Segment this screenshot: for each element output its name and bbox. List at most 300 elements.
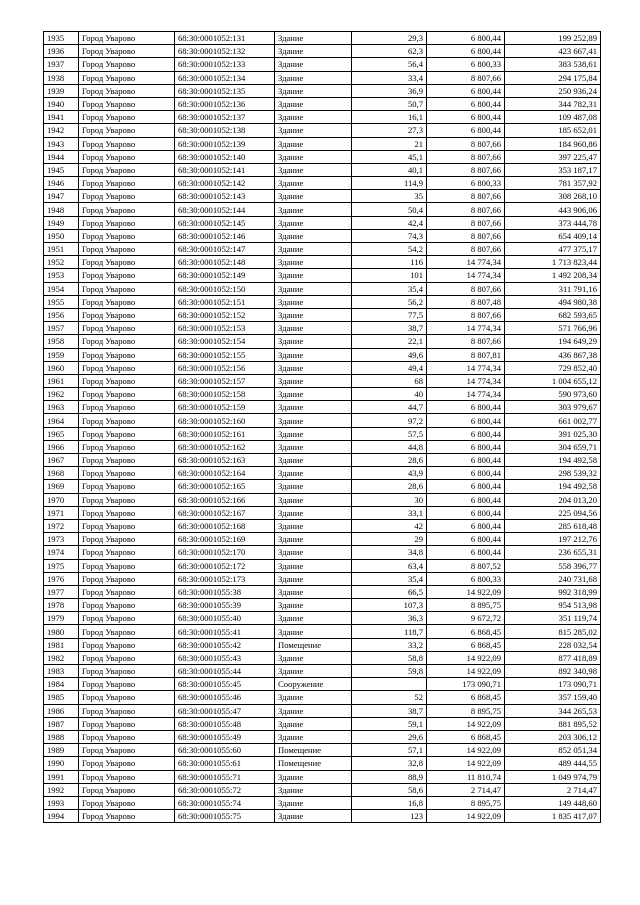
table-row [44, 295, 601, 308]
cadastral-number-cell: 68:30:0001052:161 [175, 427, 275, 440]
area-cell: 44,7 [352, 401, 427, 414]
unit-value-cell: 6 800,44 [427, 546, 505, 559]
object-type-cell: Здание [275, 691, 352, 704]
row-number-cell: 1954 [44, 282, 79, 295]
table-row [44, 84, 601, 97]
unit-value-cell: 8 807,66 [427, 150, 505, 163]
cadastral-value-cell: 661 002,77 [505, 414, 601, 427]
unit-value-cell: 14 922,09 [427, 810, 505, 823]
cadastral-number-cell: 68:30:0001052:136 [175, 97, 275, 110]
area-cell: 29,3 [352, 32, 427, 45]
unit-value-cell: 8 895,75 [427, 796, 505, 809]
object-type-cell: Помещение [275, 638, 352, 651]
unit-value-cell: 8 807,66 [427, 203, 505, 216]
cadastral-value-cell: 436 867,38 [505, 348, 601, 361]
object-type-cell: Здание [275, 335, 352, 348]
municipality-cell: Город Уварово [79, 361, 175, 374]
row-number-cell: 1981 [44, 638, 79, 651]
area-cell: 77,5 [352, 308, 427, 321]
municipality-cell: Город Уварово [79, 796, 175, 809]
object-type-cell: Здание [275, 58, 352, 71]
unit-value-cell: 9 672,72 [427, 612, 505, 625]
table-row [44, 216, 601, 229]
row-number-cell: 1991 [44, 770, 79, 783]
municipality-cell: Город Уварово [79, 348, 175, 361]
municipality-cell: Город Уварово [79, 559, 175, 572]
cadastral-value-cell: 852 051,34 [505, 744, 601, 757]
municipality-cell: Город Уварово [79, 401, 175, 414]
cadastral-value-cell: 373 444,78 [505, 216, 601, 229]
row-number-cell: 1966 [44, 440, 79, 453]
cadastral-value-cell: 477 375,17 [505, 243, 601, 256]
object-type-cell: Здание [275, 374, 352, 387]
area-cell: 74,3 [352, 229, 427, 242]
cadastral-number-cell: 68:30:0001052:152 [175, 308, 275, 321]
object-type-cell: Здание [275, 796, 352, 809]
unit-value-cell: 14 774,34 [427, 322, 505, 335]
cadastral-number-cell: 68:30:0001052:162 [175, 440, 275, 453]
row-number-cell: 1979 [44, 612, 79, 625]
municipality-cell: Город Уварово [79, 414, 175, 427]
cadastral-number-cell: 68:30:0001052:163 [175, 454, 275, 467]
municipality-cell: Город Уварово [79, 519, 175, 532]
unit-value-cell: 8 807,48 [427, 295, 505, 308]
cadastral-value-cell: 194 492,58 [505, 454, 601, 467]
unit-value-cell: 173 090,71 [427, 678, 505, 691]
municipality-cell: Город Уварово [79, 374, 175, 387]
area-cell: 56,4 [352, 58, 427, 71]
unit-value-cell: 8 807,66 [427, 243, 505, 256]
cadastral-value-cell: 1 004 655,12 [505, 374, 601, 387]
cadastral-number-cell: 68:30:0001055:48 [175, 717, 275, 730]
table-row [44, 796, 601, 809]
cadastral-number-cell: 68:30:0001052:132 [175, 45, 275, 58]
municipality-cell: Город Уварово [79, 256, 175, 269]
area-cell: 35,4 [352, 282, 427, 295]
cadastral-number-cell: 68:30:0001052:142 [175, 177, 275, 190]
table-row [44, 599, 601, 612]
cadastral-value-cell: 203 306,12 [505, 730, 601, 743]
object-type-cell: Здание [275, 493, 352, 506]
table-row [44, 691, 601, 704]
object-type-cell: Здание [275, 625, 352, 638]
area-cell: 38,7 [352, 322, 427, 335]
municipality-cell: Город Уварово [79, 388, 175, 401]
cadastral-number-cell: 68:30:0001052:164 [175, 467, 275, 480]
area-cell: 16,1 [352, 111, 427, 124]
unit-value-cell: 6 800,44 [427, 506, 505, 519]
area-cell: 49,6 [352, 348, 427, 361]
cadastral-value-cell: 353 187,17 [505, 163, 601, 176]
cadastral-value-cell: 311 791,16 [505, 282, 601, 295]
object-type-cell: Здание [275, 612, 352, 625]
row-number-cell: 1967 [44, 454, 79, 467]
object-type-cell: Здание [275, 216, 352, 229]
row-number-cell: 1984 [44, 678, 79, 691]
area-cell: 123 [352, 810, 427, 823]
cadastral-number-cell: 68:30:0001055:39 [175, 599, 275, 612]
area-cell: 21 [352, 137, 427, 150]
unit-value-cell: 8 807,66 [427, 71, 505, 84]
object-type-cell: Здание [275, 770, 352, 783]
cadastral-number-cell: 68:30:0001052:169 [175, 533, 275, 546]
cadastral-value-cell: 285 618,48 [505, 519, 601, 532]
object-type-cell: Здание [275, 454, 352, 467]
row-number-cell: 1972 [44, 519, 79, 532]
unit-value-cell: 14 922,09 [427, 757, 505, 770]
area-cell: 29,6 [352, 730, 427, 743]
cadastral-number-cell: 68:30:0001055:40 [175, 612, 275, 625]
table-row [44, 546, 601, 559]
object-type-cell: Здание [275, 717, 352, 730]
table-row [44, 414, 601, 427]
cadastral-value-cell: 892 340,98 [505, 665, 601, 678]
cadastral-value-cell: 1 492 208,34 [505, 269, 601, 282]
unit-value-cell: 6 800,44 [427, 480, 505, 493]
unit-value-cell: 6 868,45 [427, 691, 505, 704]
unit-value-cell: 6 800,44 [427, 427, 505, 440]
municipality-cell: Город Уварово [79, 783, 175, 796]
object-type-cell: Здание [275, 190, 352, 203]
cadastral-value-cell: 184 960,86 [505, 137, 601, 150]
row-number-cell: 1975 [44, 559, 79, 572]
object-type-cell: Здание [275, 401, 352, 414]
area-cell: 32,8 [352, 757, 427, 770]
area-cell: 22,1 [352, 335, 427, 348]
cadastral-value-cell: 173 090,71 [505, 678, 601, 691]
table-row [44, 519, 601, 532]
table-row [44, 335, 601, 348]
row-number-cell: 1983 [44, 665, 79, 678]
area-cell: 59,1 [352, 717, 427, 730]
table-row [44, 190, 601, 203]
cadastral-number-cell: 68:30:0001055:47 [175, 704, 275, 717]
object-type-cell: Здание [275, 84, 352, 97]
municipality-cell: Город Уварово [79, 71, 175, 84]
cadastral-number-cell: 68:30:0001055:44 [175, 665, 275, 678]
row-number-cell: 1969 [44, 480, 79, 493]
cadastral-value-cell: 298 539,32 [505, 467, 601, 480]
unit-value-cell: 6 800,44 [427, 493, 505, 506]
cadastral-value-cell: 357 159,40 [505, 691, 601, 704]
area-cell: 54,2 [352, 243, 427, 256]
municipality-cell: Город Уварово [79, 506, 175, 519]
cadastral-value-cell: 992 318,99 [505, 585, 601, 598]
cadastral-value-cell: 308 268,10 [505, 190, 601, 203]
area-cell: 42,4 [352, 216, 427, 229]
area-cell: 50,4 [352, 203, 427, 216]
unit-value-cell: 8 807,66 [427, 137, 505, 150]
row-number-cell: 1965 [44, 427, 79, 440]
area-cell: 29 [352, 533, 427, 546]
object-type-cell: Здание [275, 533, 352, 546]
unit-value-cell: 11 810,74 [427, 770, 505, 783]
municipality-cell: Город Уварово [79, 243, 175, 256]
cadastral-number-cell: 68:30:0001055:60 [175, 744, 275, 757]
cadastral-number-cell: 68:30:0001052:135 [175, 84, 275, 97]
municipality-cell: Город Уварово [79, 757, 175, 770]
unit-value-cell: 14 774,34 [427, 256, 505, 269]
row-number-cell: 1945 [44, 163, 79, 176]
object-type-cell: Здание [275, 163, 352, 176]
area-cell: 59,8 [352, 665, 427, 678]
row-number-cell: 1955 [44, 295, 79, 308]
table-row [44, 454, 601, 467]
row-number-cell: 1990 [44, 757, 79, 770]
cadastral-number-cell: 68:30:0001055:41 [175, 625, 275, 638]
unit-value-cell: 6 868,45 [427, 638, 505, 651]
row-number-cell: 1952 [44, 256, 79, 269]
cadastral-value-cell: 351 119,74 [505, 612, 601, 625]
unit-value-cell: 6 800,44 [427, 32, 505, 45]
object-type-cell: Здание [275, 229, 352, 242]
row-number-cell: 1948 [44, 203, 79, 216]
table-row [44, 243, 601, 256]
object-type-cell: Здание [275, 295, 352, 308]
row-number-cell: 1951 [44, 243, 79, 256]
unit-value-cell: 6 800,44 [427, 519, 505, 532]
area-cell: 116 [352, 256, 427, 269]
cadastral-number-cell: 68:30:0001052:157 [175, 374, 275, 387]
unit-value-cell: 8 895,75 [427, 704, 505, 717]
row-number-cell: 1970 [44, 493, 79, 506]
municipality-cell: Город Уварово [79, 282, 175, 295]
cadastral-number-cell: 68:30:0001055:61 [175, 757, 275, 770]
cadastral-number-cell: 68:30:0001052:167 [175, 506, 275, 519]
cadastral-number-cell: 68:30:0001052:172 [175, 559, 275, 572]
cadastral-value-cell: 443 906,06 [505, 203, 601, 216]
cadastral-value-cell: 303 979,67 [505, 401, 601, 414]
table-row [44, 401, 601, 414]
row-number-cell: 1974 [44, 546, 79, 559]
cadastral-value-cell: 194 649,29 [505, 335, 601, 348]
municipality-cell: Город Уварово [79, 572, 175, 585]
municipality-cell: Город Уварово [79, 137, 175, 150]
municipality-cell: Город Уварово [79, 440, 175, 453]
municipality-cell: Город Уварово [79, 190, 175, 203]
object-type-cell: Здание [275, 322, 352, 335]
cadastral-number-cell: 68:30:0001052:173 [175, 572, 275, 585]
table-row [44, 572, 601, 585]
cadastral-value-cell: 954 513,98 [505, 599, 601, 612]
object-type-cell: Здание [275, 177, 352, 190]
cadastral-value-cell: 881 895,52 [505, 717, 601, 730]
cadastral-number-cell: 68:30:0001052:144 [175, 203, 275, 216]
cadastral-number-cell: 68:30:0001055:45 [175, 678, 275, 691]
object-type-cell: Здание [275, 203, 352, 216]
cadastral-value-cell: 304 659,71 [505, 440, 601, 453]
municipality-cell: Город Уварово [79, 770, 175, 783]
table-row [44, 269, 601, 282]
area-cell: 40,1 [352, 163, 427, 176]
area-cell: 57,1 [352, 744, 427, 757]
object-type-cell: Здание [275, 243, 352, 256]
cadastral-value-cell: 197 212,76 [505, 533, 601, 546]
unit-value-cell: 14 922,09 [427, 717, 505, 730]
object-type-cell: Здание [275, 111, 352, 124]
row-number-cell: 1976 [44, 572, 79, 585]
object-type-cell: Здание [275, 506, 352, 519]
municipality-cell: Город Уварово [79, 585, 175, 598]
cadastral-number-cell: 68:30:0001052:140 [175, 150, 275, 163]
row-number-cell: 1947 [44, 190, 79, 203]
area-cell: 68 [352, 374, 427, 387]
cadastral-value-cell: 228 032,54 [505, 638, 601, 651]
table-row [44, 427, 601, 440]
row-number-cell: 1956 [44, 308, 79, 321]
municipality-cell: Город Уварово [79, 730, 175, 743]
municipality-cell: Город Уварово [79, 599, 175, 612]
area-cell: 33,1 [352, 506, 427, 519]
object-type-cell: Здание [275, 651, 352, 664]
table-row [44, 625, 601, 638]
unit-value-cell: 14 774,34 [427, 374, 505, 387]
unit-value-cell: 6 800,44 [427, 45, 505, 58]
cadastral-value-cell: 383 538,61 [505, 58, 601, 71]
row-number-cell: 1978 [44, 599, 79, 612]
table-row [44, 665, 601, 678]
area-cell: 101 [352, 269, 427, 282]
area-cell: 34,8 [352, 546, 427, 559]
municipality-cell: Город Уварово [79, 97, 175, 110]
area-cell: 49,4 [352, 361, 427, 374]
municipality-cell: Город Уварово [79, 32, 175, 45]
row-number-cell: 1963 [44, 401, 79, 414]
unit-value-cell: 8 807,66 [427, 190, 505, 203]
table-row [44, 612, 601, 625]
area-cell [352, 678, 427, 691]
row-number-cell: 1937 [44, 58, 79, 71]
table-row [44, 256, 601, 269]
object-type-cell: Здание [275, 97, 352, 110]
cadastral-value-cell: 494 980,38 [505, 295, 601, 308]
municipality-cell: Город Уварово [79, 612, 175, 625]
area-cell: 33,4 [352, 71, 427, 84]
object-type-cell: Здание [275, 810, 352, 823]
object-type-cell: Здание [275, 546, 352, 559]
cadastral-number-cell: 68:30:0001052:170 [175, 546, 275, 559]
row-number-cell: 1973 [44, 533, 79, 546]
cadastral-number-cell: 68:30:0001052:156 [175, 361, 275, 374]
unit-value-cell: 6 800,44 [427, 414, 505, 427]
row-number-cell: 1941 [44, 111, 79, 124]
area-cell: 58,8 [352, 651, 427, 664]
area-cell: 28,6 [352, 454, 427, 467]
object-type-cell: Здание [275, 783, 352, 796]
cadastral-value-cell: 423 667,41 [505, 45, 601, 58]
area-cell: 43,9 [352, 467, 427, 480]
unit-value-cell: 8 807,81 [427, 348, 505, 361]
table-row [44, 32, 601, 45]
row-number-cell: 1949 [44, 216, 79, 229]
cadastral-number-cell: 68:30:0001052:165 [175, 480, 275, 493]
table-row [44, 651, 601, 664]
object-type-cell: Здание [275, 137, 352, 150]
unit-value-cell: 8 807,66 [427, 163, 505, 176]
municipality-cell: Город Уварово [79, 625, 175, 638]
area-cell: 36,3 [352, 612, 427, 625]
cadastral-number-cell: 68:30:0001052:141 [175, 163, 275, 176]
cadastral-value-cell: 1 713 823,44 [505, 256, 601, 269]
unit-value-cell: 14 774,34 [427, 361, 505, 374]
table-row [44, 533, 601, 546]
unit-value-cell: 14 922,09 [427, 585, 505, 598]
cadastral-value-cell: 344 782,31 [505, 97, 601, 110]
unit-value-cell: 8 807,66 [427, 216, 505, 229]
table-row [44, 467, 601, 480]
cadastral-value-cell: 397 225,47 [505, 150, 601, 163]
municipality-cell: Город Уварово [79, 427, 175, 440]
municipality-cell: Город Уварово [79, 533, 175, 546]
cadastral-value-cell: 682 593,65 [505, 308, 601, 321]
cadastral-value-cell: 571 766,96 [505, 322, 601, 335]
cadastral-value-cell: 149 448,60 [505, 796, 601, 809]
cadastral-value-cell: 109 487,08 [505, 111, 601, 124]
cadastral-value-cell: 204 013,20 [505, 493, 601, 506]
cadastral-value-cell: 558 396,77 [505, 559, 601, 572]
cadastral-number-cell: 68:30:0001052:133 [175, 58, 275, 71]
municipality-cell: Город Уварово [79, 45, 175, 58]
unit-value-cell: 6 800,44 [427, 467, 505, 480]
object-type-cell: Здание [275, 124, 352, 137]
table-row [44, 678, 601, 691]
row-number-cell: 1985 [44, 691, 79, 704]
row-number-cell: 1938 [44, 71, 79, 84]
row-number-cell: 1987 [44, 717, 79, 730]
table-row [44, 638, 601, 651]
unit-value-cell: 6 800,44 [427, 401, 505, 414]
unit-value-cell: 6 800,33 [427, 572, 505, 585]
cadastral-number-cell: 68:30:0001055:43 [175, 651, 275, 664]
row-number-cell: 1994 [44, 810, 79, 823]
row-number-cell: 1943 [44, 137, 79, 150]
object-type-cell: Здание [275, 427, 352, 440]
row-number-cell: 1939 [44, 84, 79, 97]
municipality-cell: Город Уварово [79, 335, 175, 348]
table-row [44, 440, 601, 453]
object-type-cell: Здание [275, 348, 352, 361]
area-cell: 35 [352, 190, 427, 203]
cadastral-number-cell: 68:30:0001052:149 [175, 269, 275, 282]
municipality-cell: Город Уварово [79, 177, 175, 190]
municipality-cell: Город Уварово [79, 704, 175, 717]
cadastral-number-cell: 68:30:0001052:137 [175, 111, 275, 124]
table-row [44, 282, 601, 295]
unit-value-cell: 6 800,44 [427, 97, 505, 110]
table-row [44, 163, 601, 176]
row-number-cell: 1950 [44, 229, 79, 242]
cadastral-value-cell: 877 418,89 [505, 651, 601, 664]
cadastral-value-cell: 344 265,53 [505, 704, 601, 717]
area-cell: 107,3 [352, 599, 427, 612]
unit-value-cell: 6 800,44 [427, 454, 505, 467]
table-row [44, 322, 601, 335]
unit-value-cell: 2 714,47 [427, 783, 505, 796]
row-number-cell: 1960 [44, 361, 79, 374]
object-type-cell: Здание [275, 71, 352, 84]
cadastral-number-cell: 68:30:0001052:158 [175, 388, 275, 401]
unit-value-cell: 6 800,44 [427, 111, 505, 124]
row-number-cell: 1971 [44, 506, 79, 519]
municipality-cell: Город Уварово [79, 124, 175, 137]
table-row [44, 559, 601, 572]
municipality-cell: Город Уварово [79, 493, 175, 506]
row-number-cell: 1953 [44, 269, 79, 282]
unit-value-cell: 8 807,52 [427, 559, 505, 572]
row-number-cell: 1968 [44, 467, 79, 480]
cadastral-value-cell: 225 094,56 [505, 506, 601, 519]
cadastral-value-cell: 489 444,55 [505, 757, 601, 770]
